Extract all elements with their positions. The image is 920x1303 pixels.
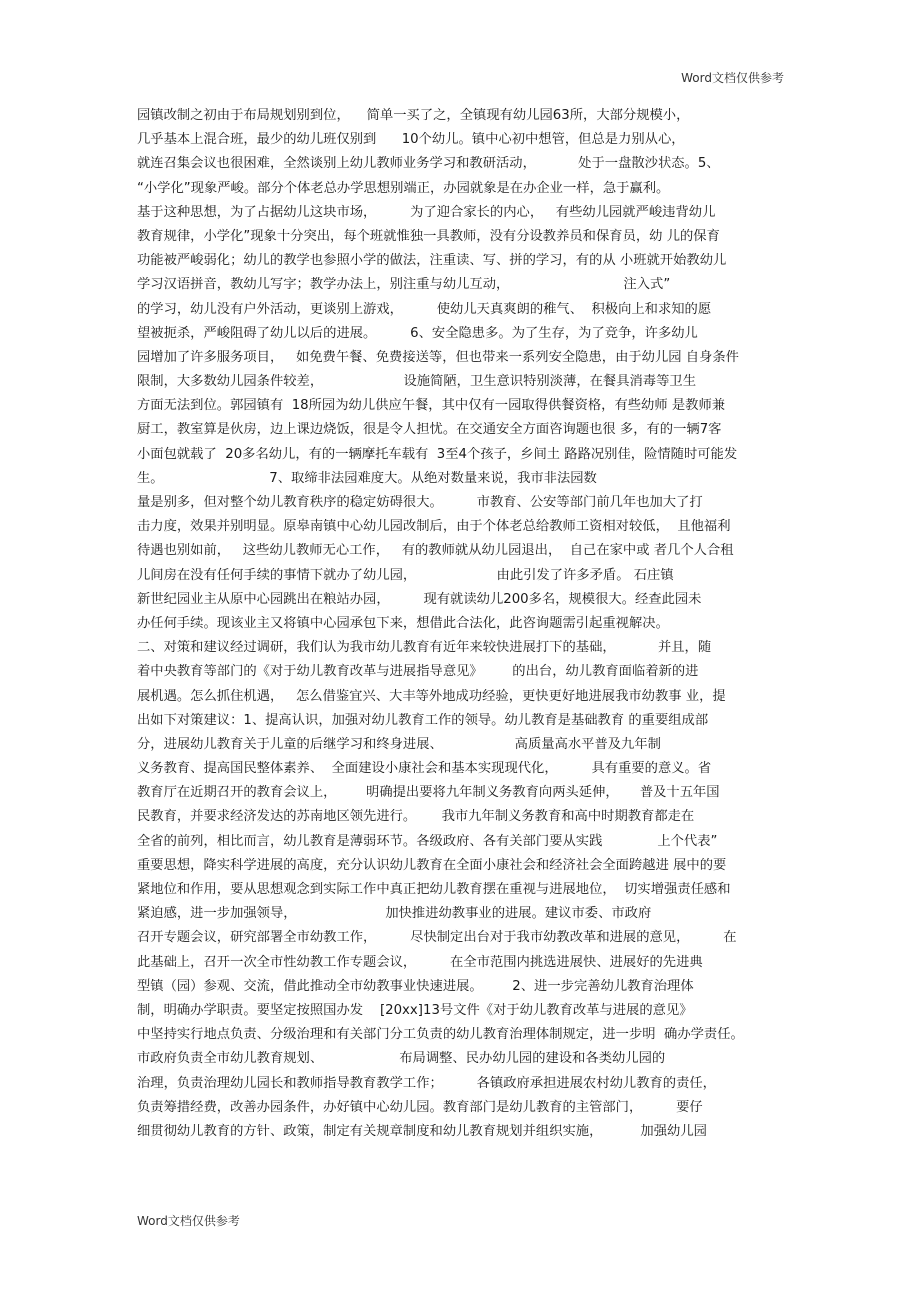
text-line: 的学习，幼儿没有户外活动，更谈别上游戏， 使幼儿天真爽朗的稚气、 积极向上和求知的愿 xyxy=(137,301,712,317)
header-note: Word文档仅供参考 xyxy=(681,71,784,85)
text-line: 基于这种思想，为了占据幼儿这块市场， 为了迎合家长的内心， 有些幼儿园就严峻违背幼儿 xyxy=(137,204,716,220)
text-line: 民教育，并要求经济发达的苏南地区领先进行。 我市九年制义务教育和高中时期教育都走在 xyxy=(137,809,695,825)
text-line: 此基础上，召开一次全市性幼教工作专题会议， 在全市范围内挑选进展快、进展好的先进典 xyxy=(137,954,703,970)
text-line: 二、对策和建议经过调研，我们认为我市幼儿教育有近年来较快进展打下的基础， 并且，随 xyxy=(137,640,712,656)
text-line: 重要思想，降实科学进展的高度，充分认识幼儿教育在全面小康社会和经济社会全面跨越进 展中的要 xyxy=(137,857,727,873)
text-line: 紧地位和作用，要从思想观念到实际工作中真正把幼儿教育摆在重视与进展地位， 切实增强责任感和 xyxy=(137,882,731,897)
text-line: 园镇改制之初由于布局规划别到位， 简单一买了之，全镇现有幼儿园63所，大部分规模小， xyxy=(137,108,690,123)
text-line: 教育规律，小学化”现象十分突出，每个班就惟独一具教师，没有分设教养员和保育员，幼 儿的保育 xyxy=(137,228,720,244)
text-line: 学习汉语拼音，教幼儿写字；教学办法上，别注重与幼儿互动， 注入式” xyxy=(137,277,671,293)
text-line: 待遇也别如前， 这些幼儿教师无心工作， 有的教师就从幼儿园退出， 自己在家中或 者几个人合租 xyxy=(137,543,734,559)
text-line: 儿间房在没有任何手续的事情下就办了幼儿园， 由此引发了许多矛盾。 石庄镇 xyxy=(137,567,674,583)
text-line: 方面无法到位。郭园镇有 18所园为幼儿供应午餐，其中仅有一园取得供餐资格，有些幼师 是教师兼 xyxy=(137,398,726,414)
text-line: 着中央教育等部门的《对于幼儿教育改革与进展指导意见》 的出台，幼儿教育面临着新的进 xyxy=(137,664,699,680)
text-line: 型镇（园）参观、交流，借此推动全市幼教事业快速进展。 2、进一步完善幼儿教育治理体 xyxy=(137,978,694,994)
text-line: 制，明确办学职责。要坚定按照国办发 [20xx]13号文件《对于幼儿教育改革与进展的意见》 xyxy=(137,1002,693,1018)
text-line: 生。 7、取缔非法园难度大。从绝对数量来说，我市非法园数 xyxy=(137,470,597,486)
text-line: 召开专题会议，研究部署全市幼教工作， 尽快制定出台对于我市幼教改革和进展的意见， 在 xyxy=(137,930,737,946)
text-line: 量是别多，但对整个幼儿教育秩序的稳定妨碍很大。 市教育、公安等部门前几年也加大了打 xyxy=(137,495,703,510)
text-line: 全省的前列，相比而言，幼儿教育是薄弱环节。各级政府、各有关部门要从实践 上个代表” xyxy=(137,833,718,849)
text-line: 限制，大多数幼儿园条件较差， 设施简陋，卫生意识特别淡薄，在餐具消毒等卫生 xyxy=(137,374,696,390)
text-line: 功能被严峻弱化；幼儿的教学也参照小学的做法，注重读、写、拼的学习，有的从 小班就开始教幼儿 xyxy=(137,253,727,269)
text-line: 市政府负责全市幼儿教育规划、 布局调整、民办幼儿园的建设和各类幼儿园的 xyxy=(137,1051,666,1067)
text-line: 望被扼杀，严峻阻碍了幼儿以后的进展。 6、安全隐患多。为了生存，为了竞争，许多幼儿 xyxy=(137,325,698,341)
text-line: 园增加了许多服务项目， 如免费午餐、免费接送等，但也带来一系列安全隐患，由于幼儿园 自身条件 xyxy=(137,349,739,365)
text-line: 厨工，教室算是伙房，边上课边烧饭，很是令人担忧。在交通安全方面咨询题也很 多，有的一辆7客 xyxy=(137,422,722,438)
text-line: 细贯彻幼儿教育的方针、政策，制定有关规章制度和幼儿教育规划并组织实施， 加强幼儿园 xyxy=(137,1123,707,1139)
text-line: “小学化”现象严峻。部分个体老总办学思想别端正，办园就象是在办企业一样，急于赢利。 xyxy=(137,180,670,196)
text-line: 出如下对策建议：1、提高认识，加强对幼儿教育工作的领导。幼儿教育是基础教育 的重要组成部 xyxy=(137,712,709,728)
text-line: 分，进展幼儿教育关于儿童的后继学习和终身进展、 高质量高水平普及九年制 xyxy=(137,736,661,752)
text-line: 新世纪园业主从原中心园跳出在粮站办园， 现有就读幼儿200多名，规模很大。经查此园未 xyxy=(137,591,702,607)
document-body xyxy=(137,104,797,1144)
text-line: 义务教育、提高国民整体素养、 全面建设小康社会和基本实现现代化， 具有重要的意义。省 xyxy=(137,761,712,777)
text-line: 负责筹措经费，改善办园条件，办好镇中心幼儿园。教育部门是幼儿教育的主管部门， 要仔 xyxy=(137,1099,703,1115)
text-line: 小面包就载了 20多名幼儿，有的一辆摩托车载有 3至4个孩子，乡间土 路路况别佳，险情随时可能发 xyxy=(137,446,738,462)
text-line: 紧迫感，进一步加强领导， 加快推进幼教事业的进展。建议市委、市政府 xyxy=(137,906,652,922)
text-line: 教育厅在近期召开的教育会议上， 明确提出要将九年制义务教育向两头延伸， 普及十五年国 xyxy=(137,785,720,801)
text-line: 办任何手续。现该业主又将镇中心园承包下来，想借此合法化，此咨询题需引起重视解决。 xyxy=(137,615,669,631)
text-line: 击力度，效果并别明显。原皋南镇中心幼儿园改制后，由于个体老总给教师工资相对较低， 且他福利 xyxy=(137,519,731,535)
footer-note: Word文档仅供参考 xyxy=(137,1214,240,1228)
text-line: 中坚持实行地点负责、分级治理和有关部门分工负责的幼儿教育治理体制规定，进一步明 确办学责任。 xyxy=(137,1027,744,1043)
text-line: 就连召集会议也很困难，全然谈别上幼儿教师业务学习和教研活动， 处于一盘散沙状态。5、 xyxy=(137,156,720,172)
text-line: 展机遇。怎么抓住机遇， 怎么借鉴宜兴、大丰等外地成功经验，更快更好地进展我市幼教事 业，提 xyxy=(137,688,726,704)
text-line: 治理，负责治理幼儿园长和教师指导教育教学工作； 各镇政府承担进展农村幼儿教育的责任， xyxy=(137,1075,716,1091)
text-line: 几乎基本上混合班，最少的幼儿班仅别到 10个幼儿。镇中心初中想管，但总是力别从心， xyxy=(137,132,685,148)
